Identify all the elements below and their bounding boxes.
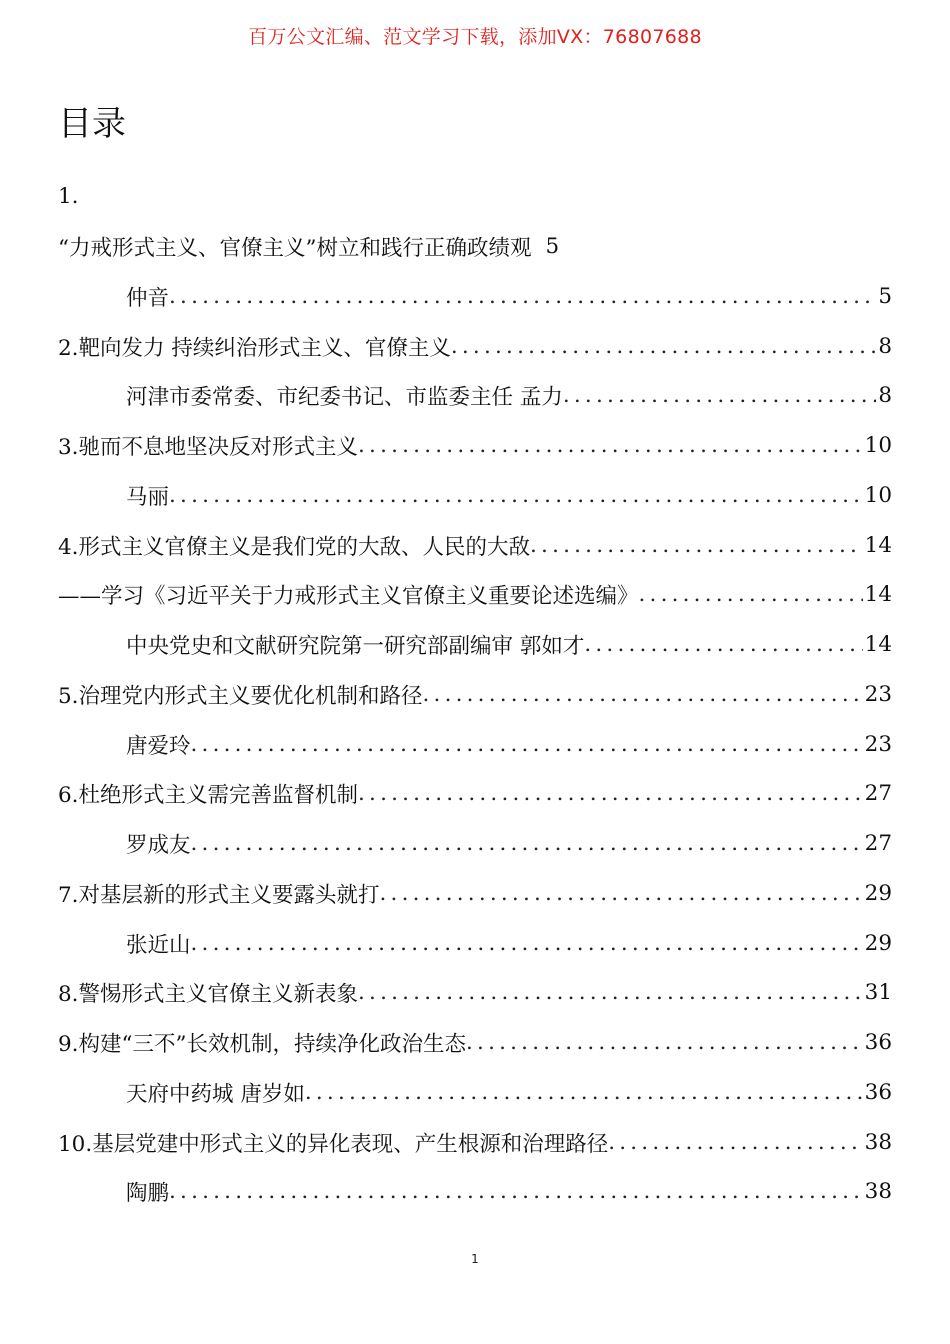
- toc-page-number: 14: [864, 532, 892, 558]
- toc-entry-text: 天府中药城 唐岁如: [126, 1081, 305, 1107]
- toc-page-number: 8: [878, 383, 892, 409]
- toc-leader-dots: [191, 732, 863, 757]
- toc-entry[interactable]: [58, 670, 892, 720]
- toc-entry-text: 马丽: [126, 484, 170, 510]
- toc-leader-dots: [530, 533, 863, 558]
- toc-page-number: 23: [864, 681, 892, 707]
- toc-entry-text: 陶鹏: [126, 1181, 170, 1207]
- toc-leader-dots: [358, 433, 863, 458]
- toc-leader-dots: [169, 483, 863, 508]
- toc-author-line[interactable]: [58, 918, 892, 968]
- toc-author-line[interactable]: [58, 471, 892, 521]
- toc-leader-dots: [358, 781, 863, 806]
- toc-author-line[interactable]: [58, 1167, 892, 1217]
- toc-entry-text: 9.构建“三不”长效机制，持续净化政治生态: [58, 1032, 466, 1058]
- toc-entry-text: 10.基层党建中形式主义的异化表现、产生根源和治理路径: [58, 1131, 609, 1157]
- toc-leader-dots: [191, 831, 863, 856]
- toc-entry-text: 2.靶向发力 持续纠治形式主义、官僚主义: [58, 335, 451, 361]
- toc-author-line[interactable]: [58, 620, 892, 670]
- toc-page-number: 5: [878, 283, 892, 309]
- toc-entry[interactable]: [58, 869, 892, 919]
- toc-entry-text: ——学习《习近平关于力戒形式主义官僚主义重要论述选编》: [58, 584, 639, 610]
- toc-entry[interactable]: [58, 172, 892, 222]
- toc-entry-text: 中央党史和文献研究院第一研究部副编审 郭如才: [126, 634, 585, 660]
- toc-page-number: 31: [864, 980, 892, 1006]
- toc-leader-dots: [584, 632, 862, 657]
- toc-page-number: 38: [864, 1129, 892, 1155]
- toc-page-number: 23: [864, 731, 892, 757]
- toc-leader-dots: [563, 383, 876, 408]
- toc-entry-text: 张近山: [126, 932, 191, 958]
- toc-entry-text: 4.形式主义官僚主义是我们党的大敌、人民的大敌: [58, 534, 531, 560]
- toc-page-number: 27: [864, 831, 892, 857]
- toc-entry[interactable]: [58, 968, 892, 1018]
- page-number: 1: [471, 1252, 479, 1266]
- toc-entry-text: 1.: [58, 184, 79, 210]
- toc-page-number: 38: [864, 1179, 892, 1205]
- watermark-header: 百万公文汇编、范文学习下载，添加VX：76807688: [248, 26, 702, 48]
- toc-entry[interactable]: [58, 769, 892, 819]
- toc-leader-dots: [169, 284, 876, 309]
- toc-entry-text: 3.驰而不息地坚决反对形式主义: [58, 435, 359, 461]
- toc-title: 目录: [58, 104, 126, 144]
- toc-entry-text: 唐爱玲: [126, 733, 191, 759]
- toc-entry[interactable]: [58, 321, 892, 371]
- toc-entry-text: 5.治理党内形式主义要优化机制和路径: [58, 683, 423, 709]
- toc-entry[interactable]: [58, 570, 892, 620]
- table-of-contents: [58, 172, 892, 1217]
- toc-author-line[interactable]: [58, 371, 892, 421]
- toc-page-number: 10: [864, 482, 892, 508]
- toc-page-number: 14: [864, 632, 892, 658]
- toc-leader-dots: [608, 1130, 862, 1155]
- toc-leader-dots: [423, 682, 863, 707]
- toc-page-number: 27: [864, 781, 892, 807]
- toc-entry[interactable]: [58, 222, 892, 272]
- toc-leader-dots: [169, 1179, 863, 1204]
- toc-entry-text: 6.杜绝形式主义需完善监督机制: [58, 783, 359, 809]
- toc-page-number: 10: [864, 433, 892, 459]
- toc-page-number: 8: [878, 333, 892, 359]
- toc-author-line[interactable]: [58, 719, 892, 769]
- toc-author-line[interactable]: [58, 819, 892, 869]
- toc-page-number: 14: [864, 582, 892, 608]
- toc-leader-dots: [639, 582, 863, 607]
- toc-page-number: 36: [864, 1079, 892, 1105]
- toc-entry-text: 7.对基层新的形式主义要露头就打: [58, 882, 380, 908]
- toc-page-number: 36: [864, 1030, 892, 1056]
- toc-leader-dots: [466, 1030, 863, 1055]
- toc-entry-text: 仲音: [126, 285, 170, 311]
- toc-page-number: 29: [864, 930, 892, 956]
- toc-entry[interactable]: [58, 520, 892, 570]
- toc-entry[interactable]: [58, 1117, 892, 1167]
- toc-page-number: 29: [864, 880, 892, 906]
- toc-leader-dots: [358, 980, 863, 1005]
- toc-entry[interactable]: [58, 421, 892, 471]
- toc-entry-text: 罗成友: [126, 833, 191, 859]
- toc-leader-dots: [380, 881, 863, 906]
- toc-leader-dots: [305, 1080, 863, 1105]
- toc-entry-text: “力戒形式主义、官僚主义”树立和践行正确政绩观: [58, 236, 532, 262]
- toc-author-line[interactable]: [58, 1068, 892, 1118]
- toc-entry-text: 河津市委常委、市纪委书记、市监委主任 孟力: [126, 385, 563, 411]
- toc-page-number: 5: [545, 234, 560, 260]
- toc-leader-dots: [451, 334, 876, 359]
- toc-entry[interactable]: [58, 1018, 892, 1068]
- toc-leader-dots: [191, 931, 863, 956]
- toc-author-line[interactable]: [58, 272, 892, 322]
- toc-entry-text: 8.警惕形式主义官僚主义新表象: [58, 982, 359, 1008]
